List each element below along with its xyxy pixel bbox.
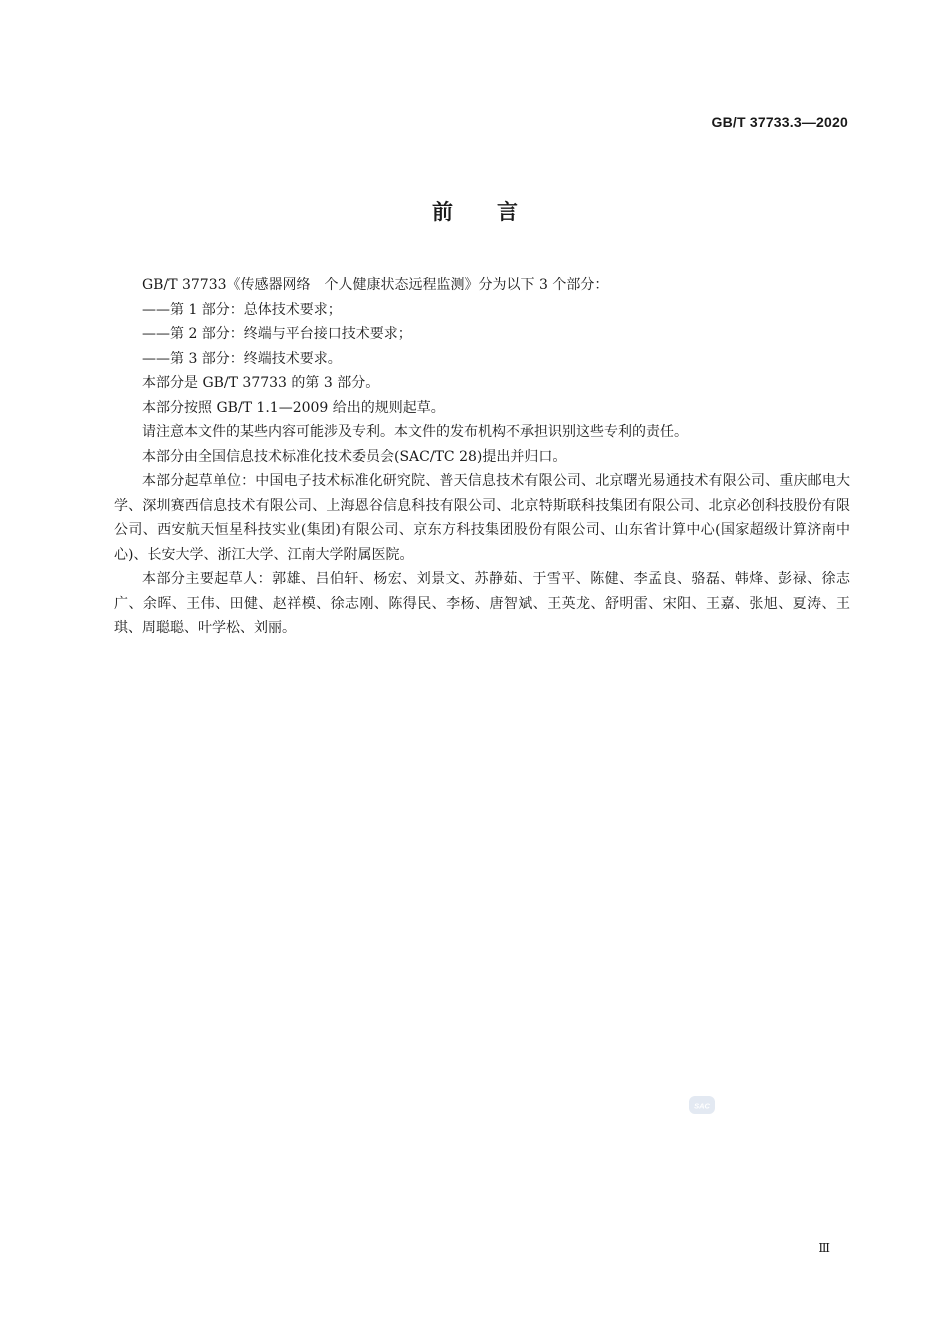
paragraph-intro: GB/T 37733《传感器网络 个人健康状态远程监测》分为以下 3 个部分： <box>142 277 609 293</box>
list-item-part-3: ——第 3 部分：终端技术要求。 <box>142 350 342 367</box>
page-title: 前言 <box>432 200 562 224</box>
paragraph-patent-notice: 请注意本文件的某些内容可能涉及专利。本文件的发布机构不承担识别这些专利的责任。 <box>142 424 688 440</box>
sac-watermark-logo <box>688 1094 716 1116</box>
foreword-body <box>114 273 850 641</box>
paragraph-proposer: 本部分由全国信息技术标准化技术委员会(SAC/TC 28)提出并归口。 <box>142 448 567 465</box>
standard-number: GB/T 37733.3—2020 <box>711 114 848 130</box>
paragraph-drafting-units: 本部分起草单位：中国电子技术标准化研究院、普天信息技术有限公司、北京曙光易通技术有限公司、重庆邮电大学、深圳赛西信息技术有限公司、上海恩谷信息科技有限公司、北京特斯联科技集团有限公司、北京必创科技股份有限公司、西安航天恒星科技实业(集团)有限公司、京东方科技集团股份有限公司、山东省计算中心(国家超级计算济南中心)、长安大学、浙江大学、江南大学附属医院。 <box>114 473 850 563</box>
paragraph-drafters: 本部分主要起草人：郭雄、吕伯轩、杨宏、刘景文、苏静茹、于雪平、陈健、李孟良、骆磊、韩烽、彭禄、徐志广、余晖、王伟、田健、赵祥模、徐志刚、陈得民、李杨、唐智斌、王英龙、舒明雷、宋阳、王嘉、张旭、夏涛、王琪、周聪聪、叶学松、刘丽。 <box>114 571 850 636</box>
paragraph-drafting-rules: 本部分按照 GB/T 1.1—2009 给出的规则起草。 <box>142 399 445 416</box>
page-number: Ⅲ <box>818 1241 830 1255</box>
paragraph-part-statement: 本部分是 GB/T 37733 的第 3 部分。 <box>142 375 380 391</box>
list-item-part-1: ——第 1 部分：总体技术要求； <box>142 301 342 318</box>
sac-watermark-text: SAC <box>694 1101 710 1111</box>
list-item-part-2: ——第 2 部分：终端与平台接口技术要求； <box>142 326 412 342</box>
